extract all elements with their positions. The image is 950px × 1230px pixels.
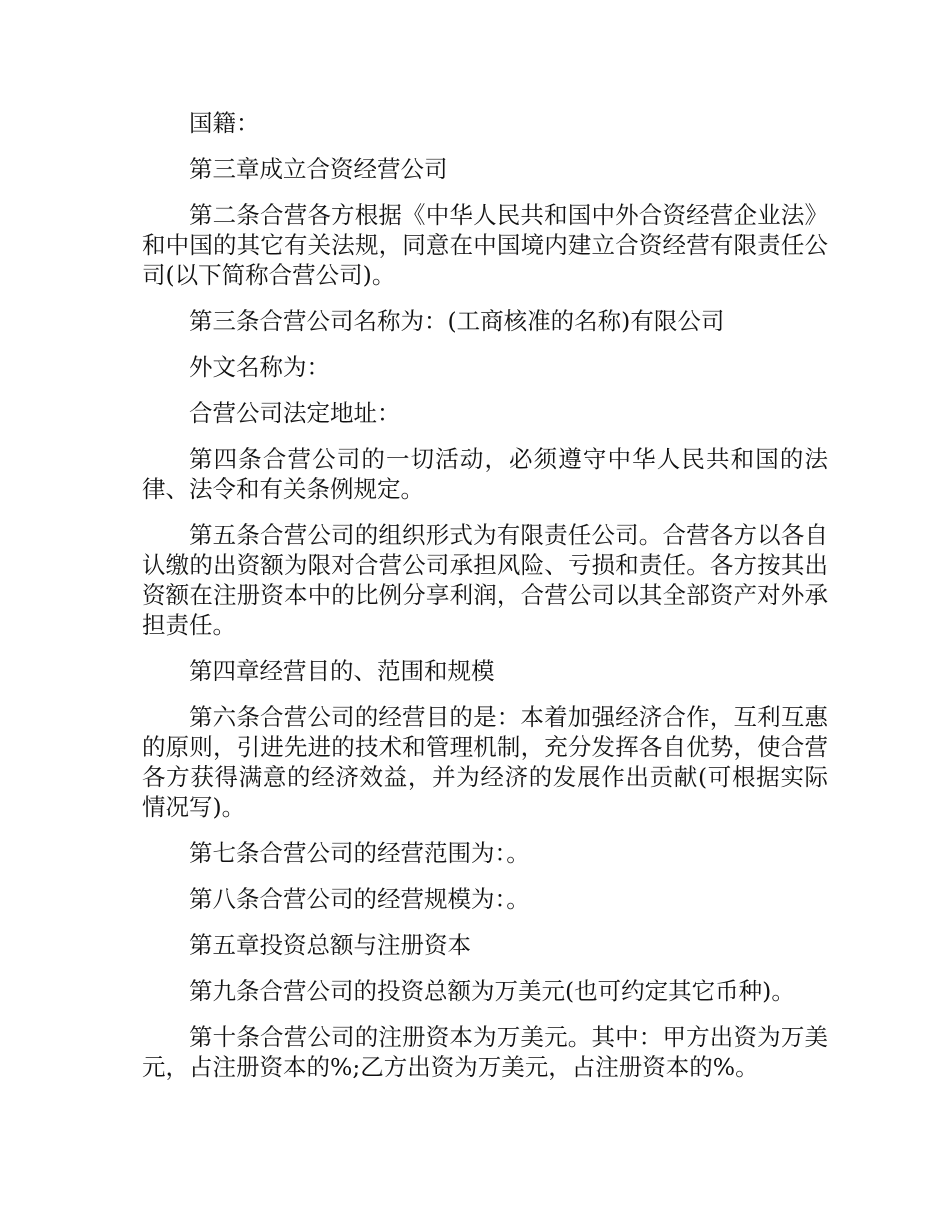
article-9: 第九条合营公司的投资总额为万美元(也可约定其它币种)。: [189, 977, 795, 1005]
paragraph-legal-address: 合营公司法定地址：: [189, 399, 401, 427]
article-6: 第六条合营公司的经营目的是：本着加强经济合作，互利互惠的原则，引进先进的技术和管理机制，充分发挥各自优势，使合营各方获得满意的经济效益，并为经济的发展作出贡献(可根据实际情况写)。: [142, 703, 828, 821]
article-3: 第三条合营公司名称为：(工商核准的名称)有限公司: [189, 307, 725, 335]
article-4: 第四条合营公司的一切活动，必须遵守中华人民共和国的法律、法令和有关条例规定。: [142, 445, 828, 503]
article-7: 第七条合营公司的经营范围为：。: [189, 839, 530, 867]
article-8: 第八条合营公司的经营规模为：。: [189, 885, 530, 913]
article-10: 第十条合营公司的注册资本为万美元。其中：甲方出资为万美元，占注册资本的%;乙方出资为万美元，占注册资本的%。: [142, 1023, 828, 1081]
chapter-3-heading: 第三章成立合资经营公司: [189, 155, 448, 183]
paragraph-foreign-name: 外文名称为：: [189, 353, 330, 381]
article-2: 第二条合营各方根据《中华人民共和国中外合资经营企业法》和中国的其它有关法规，同意在中国境内建立合资经营有限责任公司(以下简称合营公司)。: [142, 201, 828, 289]
chapter-4-heading: 第四章经营目的、范围和规模: [189, 657, 495, 685]
document-page: [142, 108, 828, 1098]
paragraph-nationality: 国籍：: [189, 109, 260, 137]
article-5: 第五条合营公司的组织形式为有限责任公司。合营各方以各自认缴的出资额为限对合营公司承担风险、亏损和责任。各方按其出资额在注册资本中的比例分享利润，合营公司以其全部资产对外承担责任。: [142, 521, 828, 639]
chapter-5-heading: 第五章投资总额与注册资本: [189, 931, 471, 959]
